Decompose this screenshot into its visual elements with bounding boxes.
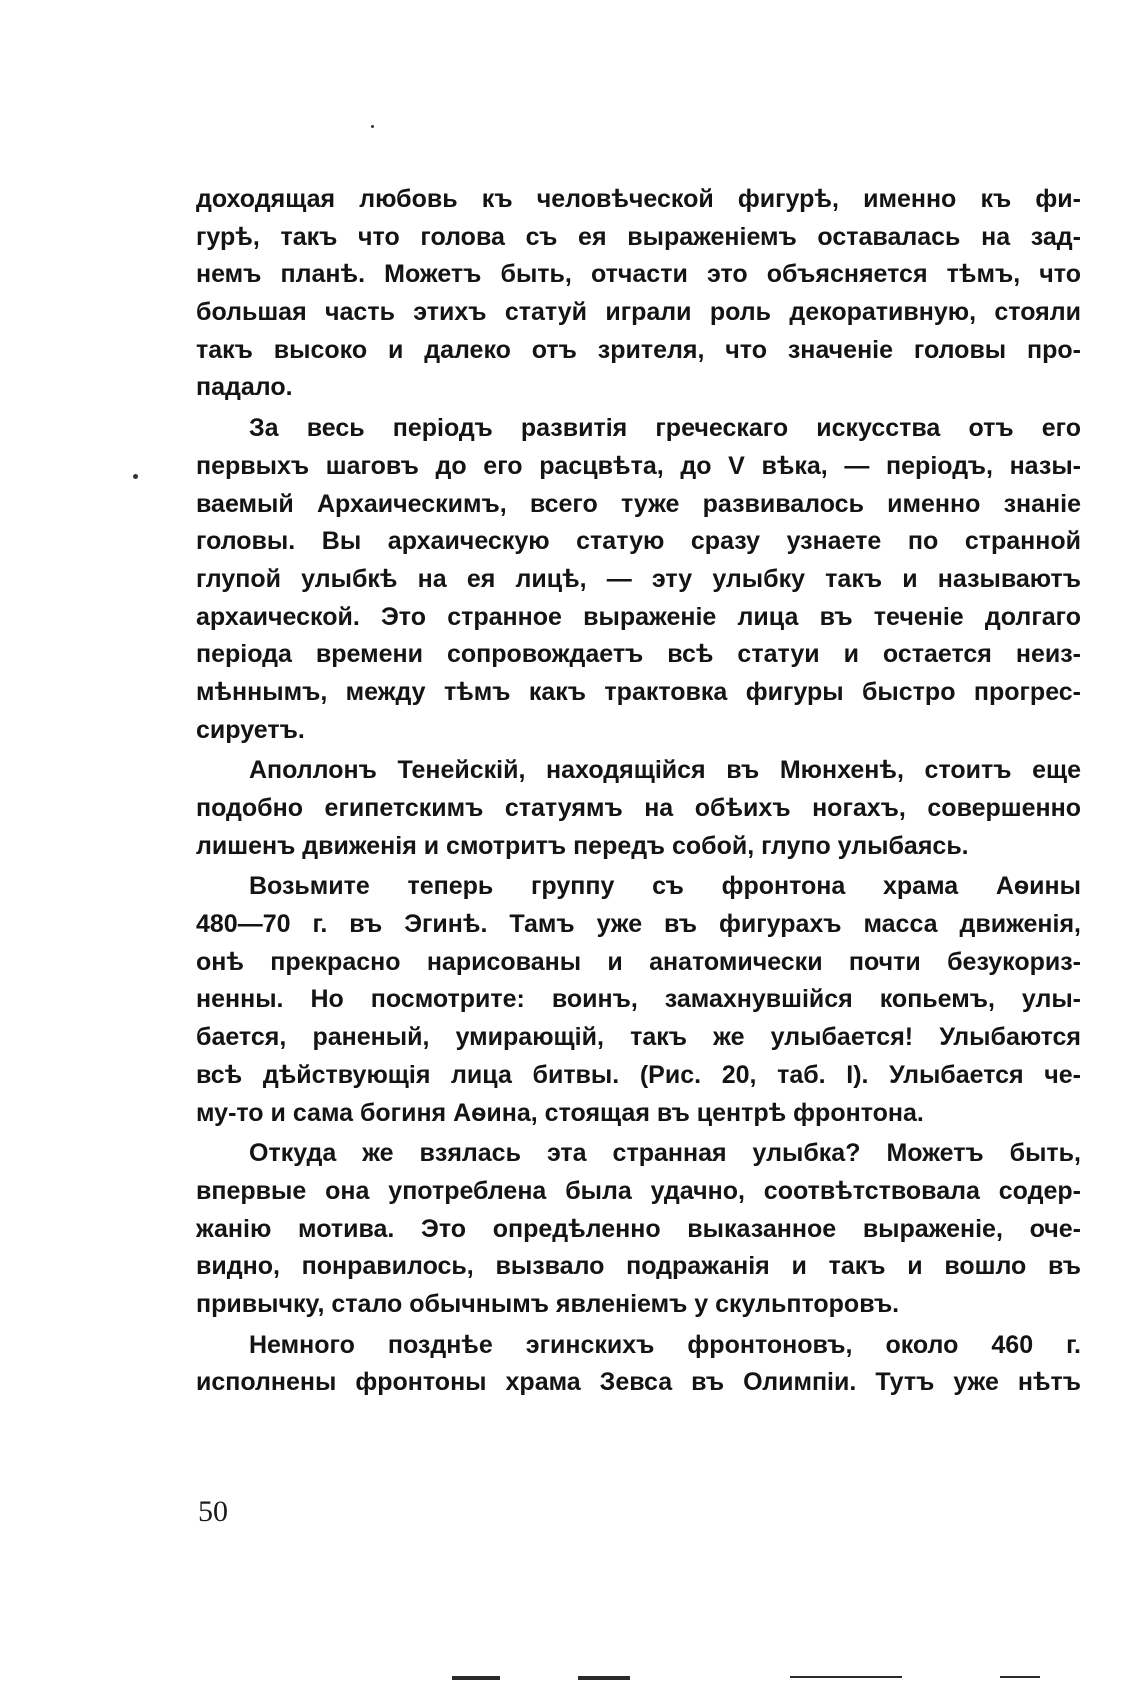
dust-speck bbox=[133, 474, 138, 479]
scan-edge-mark bbox=[578, 1676, 630, 1680]
text-line: головы. Вы архаическую статую сразу узнаете по странной bbox=[196, 527, 1081, 556]
scan-edge-mark bbox=[452, 1676, 500, 1680]
scan-edge-mark bbox=[1000, 1676, 1040, 1678]
paragraph bbox=[196, 181, 1081, 407]
text-line: Аполлонъ Тенейскій, находящійся въ Мюнхенѣ, стоитъ еще bbox=[249, 756, 1081, 785]
text-line: періода времени сопровождаетъ всѣ статуи и остается неиз- bbox=[196, 640, 1081, 669]
text-line: бается, раненый, умирающій, такъ же улыбается! Улыбаются bbox=[196, 1023, 1081, 1052]
text-line: ненны. Но посмотрите: воинъ, замахнувшійся копьемъ, улы- bbox=[196, 985, 1081, 1014]
text-line: немъ планѣ. Можетъ быть, отчасти это объясняется тѣмъ, что bbox=[196, 260, 1081, 289]
text-line: лишенъ движенія и смотритъ передъ собой, глупо улыбаясь. bbox=[196, 831, 969, 860]
text-line: исполнены фронтоны храма Зевса въ Олимпіи. Тутъ уже нѣтъ bbox=[196, 1368, 1081, 1397]
text-line: мѣннымъ, между тѣмъ какъ трактовка фигуры быстро прогрес- bbox=[196, 677, 1081, 706]
scan-edge-mark bbox=[790, 1676, 902, 1678]
paragraph bbox=[196, 410, 1081, 749]
text-line: падало. bbox=[196, 373, 293, 402]
text-line: Возьмите теперь группу съ фронтона храма Аѳины bbox=[249, 872, 1081, 901]
paragraph bbox=[196, 752, 1081, 865]
text-line: сируетъ. bbox=[196, 715, 305, 744]
text-line: Откуда же взялась эта странная улыбка? Можетъ быть, bbox=[249, 1139, 1081, 1168]
body-text bbox=[196, 181, 1081, 1402]
paragraph bbox=[196, 1327, 1081, 1402]
text-line: доходящая любовь къ человѣческой фигурѣ, именно къ фи- bbox=[196, 185, 1081, 213]
page-number: 50 bbox=[198, 1495, 228, 1528]
text-line: архаической. Это странное выраженіе лица въ теченіе долгаго bbox=[196, 602, 1081, 631]
text-line: глупой улыбкѣ на ея лицѣ, — эту улыбку такъ и называютъ bbox=[196, 564, 1081, 593]
dust-speck bbox=[371, 125, 374, 128]
text-line: ваемый Архаическимъ, всего туже развивалось именно знаніе bbox=[196, 489, 1081, 518]
text-line: гурѣ, такъ что голова съ ея выраженіемъ оставалась на зад- bbox=[196, 222, 1081, 251]
text-line: видно, понравилось, вызвало подражанія и такъ и вошло въ bbox=[196, 1252, 1081, 1281]
text-line: большая часть этихъ статуй играли роль декоративную, стояли bbox=[196, 298, 1081, 327]
text-line: За весь періодъ развитія греческаго искусства отъ его bbox=[249, 414, 1081, 443]
text-line: впервые она употреблена была удачно, соотвѣтствовала содер- bbox=[196, 1176, 1081, 1205]
text-line: привычку, стало обычнымъ явленіемъ у скульпторовъ. bbox=[196, 1289, 900, 1318]
text-line: онѣ прекрасно нарисованы и анатомически почти безукориз- bbox=[196, 947, 1081, 976]
text-line: первыхъ шаговъ до его расцвѣта, до V вѣка, — періодъ, назы- bbox=[196, 451, 1081, 480]
text-line: 480—70 г. въ Эгинѣ. Тамъ уже въ фигурахъ масса движенія, bbox=[196, 910, 1081, 939]
paragraph bbox=[196, 868, 1081, 1132]
text-line: подобно египетскимъ статуямъ на обѣихъ ногахъ, совершенно bbox=[196, 794, 1081, 822]
text-line: Немного позднѣе эгинскихъ фронтоновъ, около 460 г. bbox=[249, 1330, 1081, 1359]
paragraph bbox=[196, 1135, 1081, 1323]
text-line: такъ высоко и далеко отъ зрителя, что значеніе головы про- bbox=[196, 335, 1081, 364]
text-line: жанію мотива. Это опредѣленно выказанное выраженіе, оче- bbox=[196, 1214, 1081, 1243]
text-line: всѣ дѣйствующія лица битвы. (Рис. 20, таб. I). Улыбается че- bbox=[196, 1060, 1081, 1089]
text-line: му-то и сама богиня Аѳина, стоящая въ центрѣ фронтона. bbox=[196, 1098, 924, 1127]
